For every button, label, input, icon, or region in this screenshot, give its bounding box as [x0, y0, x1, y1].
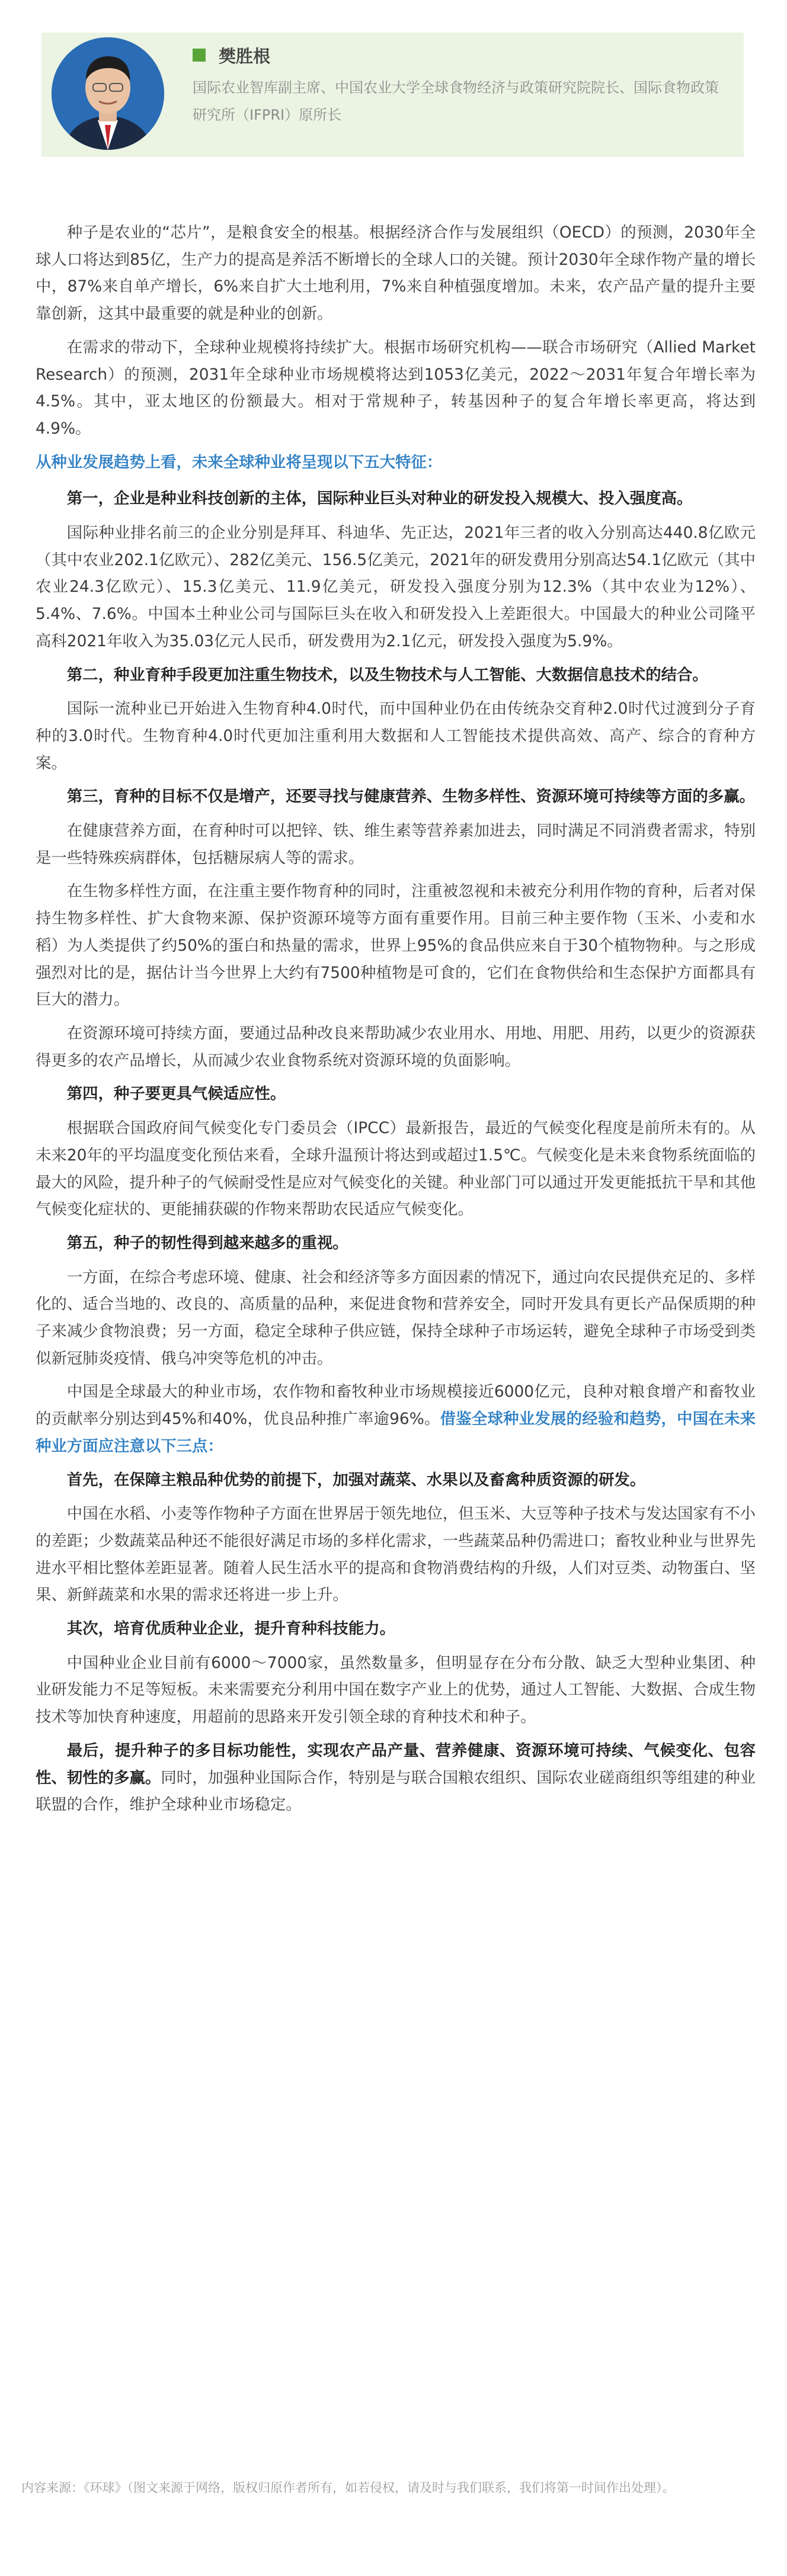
source-note: 内容来源：《环球》（图文来源于网络，版权归原作者所有，如若侵权，请及时与我们联系，我们将第一时间作出处理）。: [21, 2481, 675, 2495]
bold-lead: 最后，提升种子的多目标功能性，实现农产品产量、营养健康、资源环境可持续、气候变化、包容性、韧性的多赢。: [36, 1741, 756, 1787]
paragraph-text: 中国是全球最大的种业市场，农作物和畜牧种业市场规模接近6000亿元，良种对粮食增产和畜牧业的贡献率分别达到45%和40%，优良品种推广率逾96%。: [36, 1382, 756, 1429]
paragraph-text: 同时，加强种业国际合作，特别是与联合国粮农组织、国际农业磋商组织等组建的种业联盟的合作，维护全球种业市场稳定。: [36, 1768, 756, 1814]
paragraph: [36, 1378, 756, 1459]
green-square-icon: [193, 49, 206, 62]
author-name-row: [193, 43, 270, 67]
paragraph: 国际种业排名前三的企业分别是拜耳、科迪华、先正达，2021年三者的收入分别高达440.8亿欧元（其中农业202.1亿欧元）、282亿美元、156.5亿美元，2021年的研发费用分别高达54.1亿欧元（其中农业24.3亿欧元）、15.3亿美元、11.9亿美元，研发投入强度分别为12.3%（其中农业为12%）、5.4%、7.6%。中国本土种业公司与国际巨头在收入和研发投入上差距很大。中国最大的种业公司隆平高科2021年收入为35.03亿元人民币，研发费用为2.1亿元，研发投入强度为5.9%。: [36, 524, 756, 650]
author-card: [41, 33, 744, 157]
paragraph: 在资源环境可持续方面，要通过品种改良来帮助减少农业用水、用地、用肥、用药，以更少的资源获得更多的农产品增长，从而减少农业食物系统对资源环境的负面影响。: [36, 1024, 756, 1070]
paragraph: 根据联合国政府间气候变化专门委员会（IPCC）最新报告，最近的气候变化程度是前所未有的。从未来20年的平均温度变化预估来看，全球升温预计将达到或超过1.5℃。气候变化是未来食物系统面临的最大的风险，提升种子的气候耐受性是应对气候变化的关键。种业部门可以通过开发更能抵抗干旱和其他气候变化症状的、更能捕获碳的作物来帮助农民适应气候变化。: [36, 1119, 756, 1219]
paragraph: 一方面，在综合考虑环境、健康、社会和经济等多方面因素的情况下，通过向农民提供充足的、多样化的、适合当地的、改良的、高质量的品种，来促进食物和营养安全，同时开发具有更长产品保质期的种子来减少食物浪费；另一方面，稳定全球种子供应链，保持全球种子市场运转，避免全球种子市场受到类似新冠肺炎疫情、俄乌冲突等危机的冲击。: [36, 1268, 756, 1368]
paragraph: 在需求的带动下，全球种业规模将持续扩大。根据市场研究机构——联合市场研究（Allied Market Research）的预测，2031年全球种业市场规模将达到1053亿美元，2022～2031年复合年增长率为4.5%。其中，亚太地区的份额最大。相对于常规种子，转基因种子的复合年增长率更高，将达到4.9%。: [36, 338, 756, 438]
section-heading: 第一，企业是种业科技创新的主体，国际种业巨头对种业的研发投入规模大、投入强度高。: [66, 489, 693, 508]
author-title: 国际农业智库副主席、中国农业大学全球食物经济与政策研究院院长、国际食物政策研究所（IFPRI）原所长: [193, 79, 719, 123]
author-avatar: [52, 37, 164, 150]
section-heading: 第四，种子要更具气候适应性。: [66, 1085, 286, 1103]
section-intro: 从种业发展趋势上看，未来全球种业将呈现以下五大特征：: [36, 453, 443, 471]
section-heading: 第五，种子的韧性得到越来越多的重视。: [66, 1233, 348, 1252]
section-heading: 第二，种业育种手段更加注重生物技术，以及生物技术与人工智能、大数据信息技术的结合。: [66, 665, 708, 684]
section-heading: 其次，培育优质种业企业，提升育种科技能力。: [66, 1619, 395, 1638]
paragraph: 国际一流种业已开始进入生物育种4.0时代，而中国种业仍在由传统杂交育种2.0时代过渡到分子育种的3.0时代。生物育种4.0时代更加注重利用大数据和人工智能技术提供高效、高产、综合的育种方案。: [36, 700, 756, 772]
paragraph: 中国种业企业目前有6000～7000家，虽然数量多，但明显存在分布分散、缺乏大型种业集团、种业研发能力不足等短板。未来需要充分利用中国在数字产业上的优势，通过人工智能、大数据、合成生物技术等加快育种速度，用超前的思路来开发引领全球的育种技术和种子。: [36, 1653, 756, 1727]
paragraph: 种子是农业的“芯片”，是粮食安全的根基。根据经济合作与发展组织（OECD）的预测，2030年全球人口将达到85亿，生产力的提高是养活不断增长的全球人口的关键。预计2030年全球作物产量的增长中，87%来自单产增长，6%来自扩大土地利用，7%来自种植强度增加。未来，农产品产量的提升主要靠创新，这其中最重要的就是种业的创新。: [36, 223, 756, 323]
paragraph: 在生物多样性方面，在注重主要作物育种的同时，注重被忽视和未被充分利用作物的育种，后者对保持生物多样性、扩大食物来源、保护资源环境等方面有重要作用。目前三种主要作物（玉米、小麦和水稻）为人类提供了约50%的蛋白和热量的需求，世界上95%的食品供应来自于30个植物物种。与之形成强烈对比的是，据估计当今世界上大约有7500种植物是可食的，它们在食物供给和生态保护方面都具有巨大的潜力。: [36, 882, 756, 1009]
paragraph: 中国在水稻、小麦等作物种子方面在世界居于领先地位，但玉米、大豆等种子技术与发达国家有不小的差距；少数蔬菜品种还不能很好满足市场的多样化需求，一些蔬菜品种仍需进口；畜牧业种业与世界先进水平相比整体差距显著。随着人民生活水平的提高和食物消费结构的升级，人们对豆类、动物蛋白、坚果、新鲜蔬菜和水果的需求还将进一步上升。: [36, 1504, 756, 1605]
section-heading: 第三，育种的目标不仅是增产，还要寻找与健康营养、生物多样性、资源环境可持续等方面的多赢。: [66, 787, 755, 806]
paragraph: [36, 1737, 756, 1818]
article-body: [36, 219, 756, 1825]
section-heading: 首先，在保障主粮品种优势的前提下，加强对蔬菜、水果以及畜禽种质资源的研发。: [66, 1470, 646, 1489]
paragraph: 在健康营养方面，在育种时可以把锌、铁、维生素等营养素加进去，同时满足不同消费者需求，特别是一些特殊疾病群体，包括糖尿病人等的需求。: [36, 822, 756, 867]
highlight-text: 借鉴全球种业发展的经验和趋势，中国在未来种业方面应注意以下三点：: [36, 1410, 756, 1455]
author-name: 樊胜根: [219, 46, 271, 66]
